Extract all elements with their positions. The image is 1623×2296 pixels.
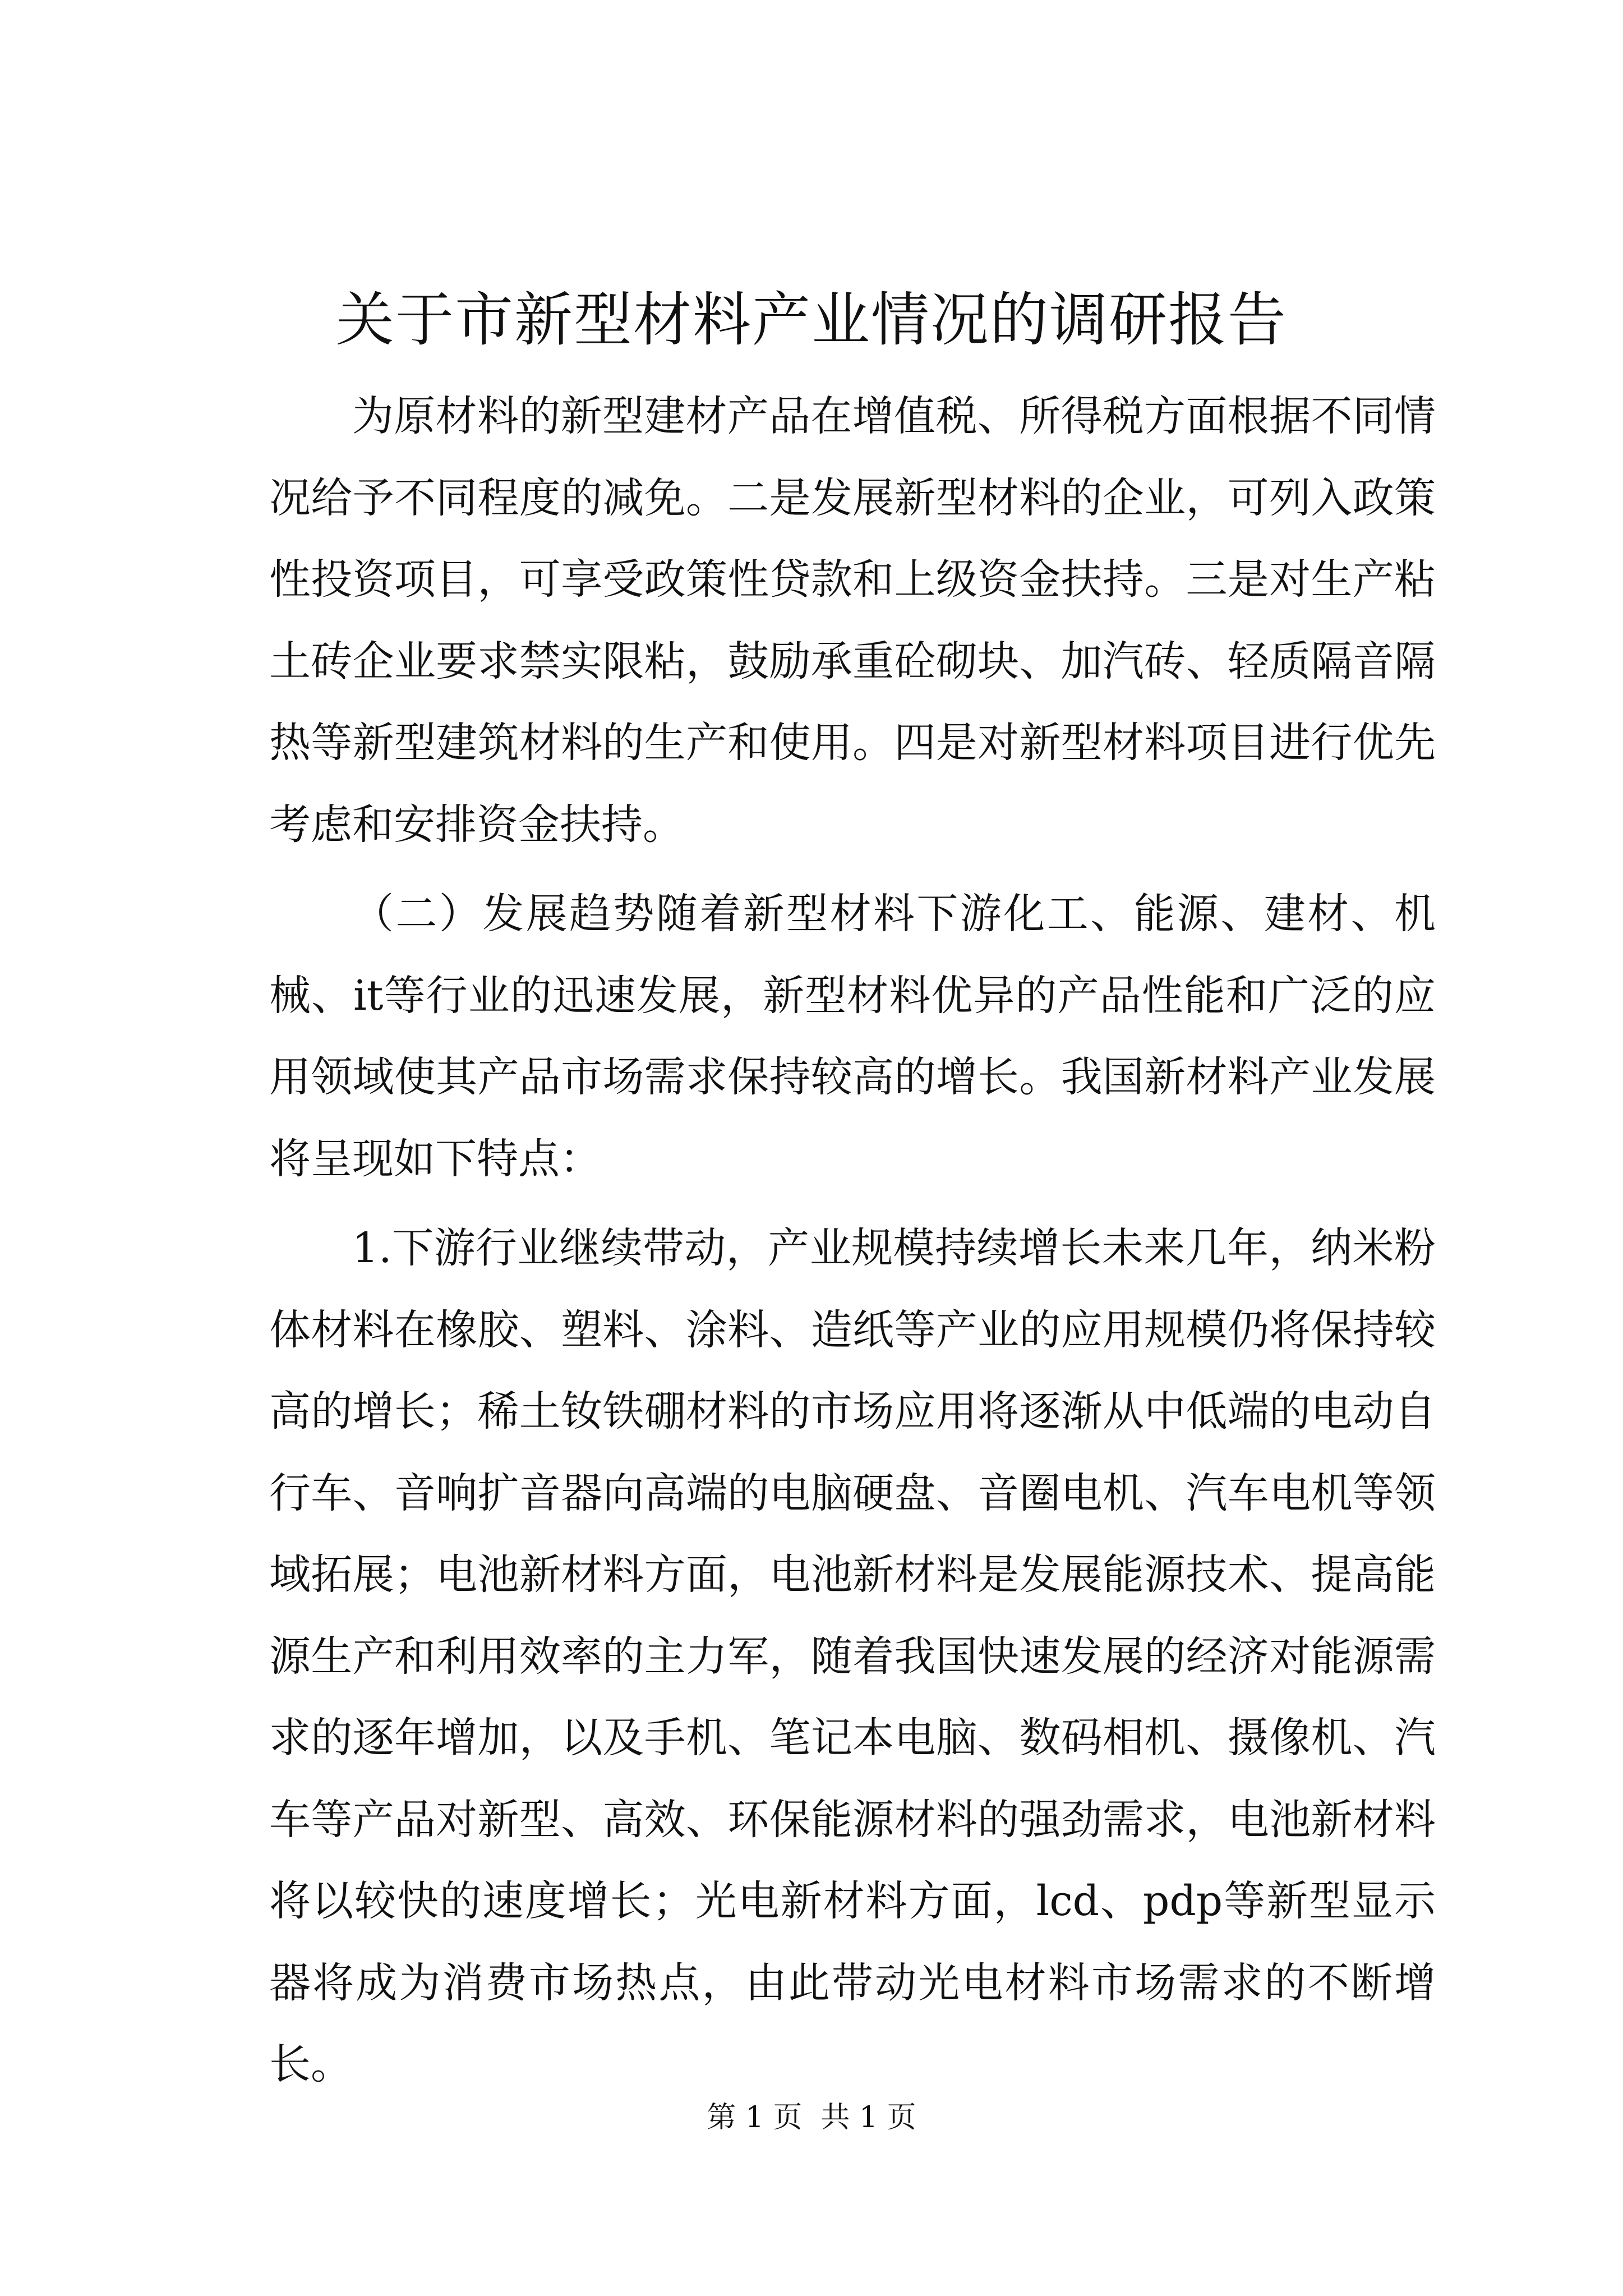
page-number: 第 1 页 共 1 页 [707,2101,916,2134]
document-body [269,376,1436,2114]
page-footer [0,2098,1623,2137]
paragraph-3: 1.下游行业继续带动，产业规模持续增长未来几年，纳米粉体材料在橡胶、塑料、涂料、造纸等产业的应用规模仍将保持较高的增长；稀土钕铁硼材料的市场应用将逐渐从中低端的电动自行车、音响扩音器向高端的电脑硬盘、音圈电机、汽车电机等领域拓展；电池新材料方面，电池新材料是发展能源技术、提高能源生产和利用效率的主力军，随着我国快速发展的经济对能源需求的逐年增加，以及手机、笔记本电脑、数码相机、摄像机、汽车等产品对新型、高效、环保能源材料的强劲需求，电池新材料将以较快的速度增长；光电新材料方面，lcd、pdp等新型显示器将成为消费市场热点，由此带动光电材料市场需求的不断增长。 [269,1224,1436,2088]
document-title: 关于市新型材料产业情况的调研报告 [335,286,1287,354]
paragraph-2: （二）发展趋势随着新型材料下游化工、能源、建材、机械、it等行业的迅速发展，新型材料优异的产品性能和广泛的应用领域使其产品市场需求保持较高的增长。我国新材料产业发展将呈现如下特点： [269,890,1436,1183]
paragraph-1: 为原材料的新型建材产品在增值税、所得税方面根据不同情况给予不同程度的减免。二是发展新型材料的企业，可列入政策性投资项目，可享受政策性贷款和上级资金扶持。三是对生产粘土砖企业要求禁实限粘，鼓励承重砼砌块、加汽砖、轻质隔音隔热等新型建筑材料的生产和使用。四是对新型材料项目进行优先考虑和安排资金扶持。 [269,392,1436,849]
